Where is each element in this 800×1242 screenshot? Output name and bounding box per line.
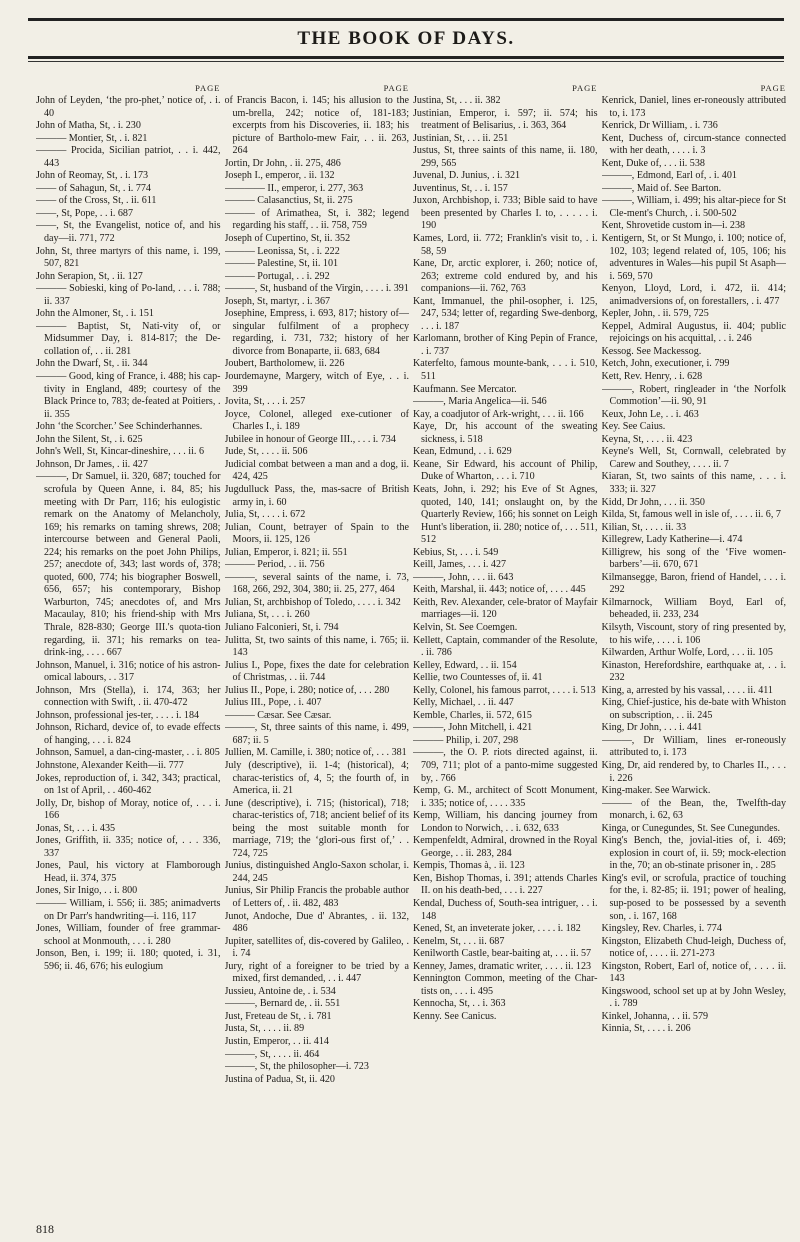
index-entry: Kilmarnock, William Boyd, Earl of, beheaded, ii. 233, 234 — [601, 596, 786, 621]
index-entry: Kaye, Dr, his account of the sweating sickness, i. 518 — [413, 421, 598, 445]
index-entry: Josephine, Empress, i. 693, 817; history of—singular fulfilment of a prophecy regarding, i. 731, 732; history of her divorce from Bonaparte, ii. 683, 684 — [224, 308, 409, 357]
index-entry: Julius III., Pope, . i. 407 — [224, 697, 322, 709]
index-entry: Junius, Sir Philip Francis the probable author of Letters of, . ii. 482, 483 — [224, 885, 409, 909]
index-entry: ———, St, . . . . ii. 464 — [224, 1048, 320, 1060]
index-entry: Kent, Duchess of, circum-stance connected with her death, . . . . i. 3 — [601, 132, 786, 157]
index-entry: Jugdulluck Pass, the, mas-sacre of British army in, i. 60 — [224, 483, 409, 508]
index-column-3 — [413, 82, 598, 1212]
index-entry: Juvenal, D. Junius, . i. 321 — [413, 170, 521, 182]
index-entry: Joseph I., emperor, . ii. 132 — [224, 170, 335, 182]
index-entry: ——— Palestine, St, ii. 101 — [224, 258, 339, 270]
index-entry: ——— Cæsar. See Cæsar. — [224, 709, 332, 721]
index-entry: Keppel, Admiral Augustus, ii. 404; public rejoicings on his acquittal, . . i. 246 — [601, 320, 786, 345]
index-entry: ———— II., emperor, i. 277, 363 — [224, 182, 364, 194]
index-entry: Kellie, two Countesses of, ii. 41 — [413, 672, 543, 684]
index-entry: ——, St, the Evangelist, notice of, and his day—ii. 771, 772 — [36, 220, 221, 245]
index-entry: Kent, Duke of, . . . ii. 538 — [601, 157, 705, 169]
index-entry: Justin, Emperor, . . ii. 414 — [224, 1036, 329, 1048]
index-entry: Jones, William, founder of free grammar-school at Monmouth, . . . i. 280 — [36, 923, 221, 947]
index-entry: Kingston, Elizabeth Chud-leigh, Duchess of, notice of, . . . . ii. 271-273 — [601, 935, 786, 960]
index-entry: Justina, St, . . . ii. 382 — [413, 95, 501, 106]
index-entry: Kinga, or Cunegundes, St. See Cunegundes. — [601, 822, 781, 834]
index-entry: Kenrick, Daniel, lines er-roneously attributed to, i. 173 — [601, 95, 786, 119]
index-entry: Kelley, Edward, . . ii. 154 — [413, 659, 517, 671]
index-entry: Kinnia, St, . . . . i. 206 — [601, 1023, 691, 1035]
column-page-label: PAGE — [383, 83, 409, 93]
index-entry: Jortin, Dr John, . ii. 275, 486 — [224, 157, 341, 169]
index-entry: Kilian, St, . . . . ii. 33 — [601, 521, 687, 533]
index-entry: ———, Edmond, Earl of, . i. 401 — [601, 170, 737, 182]
index-entry: ———, St, husband of the Virgin, . . . . i. 391 — [224, 283, 409, 295]
index-entry: Kelly, Colonel, his famous parrot, . . . . i. 513 — [413, 684, 596, 696]
index-entry: July (descriptive), ii. 1-4; (historical), 4; charac-teristics of, 4, 5; the fourth of, in America, ii. 21 — [224, 759, 409, 797]
index-entry: Kelly, Michael, . . ii. 447 — [413, 697, 514, 709]
index-entry: Killigrew, his song of the ‘Five women-barbers’—ii. 670, 671 — [601, 546, 786, 571]
index-entry: Kemp, William, his dancing journey from London to Norwich, . . i. 632, 633 — [413, 810, 598, 834]
index-entry: Julian, Emperor, i. 821; ii. 551 — [224, 546, 348, 558]
index-entry: Kempis, Thomas à, . ii. 123 — [413, 860, 525, 872]
index-entry: ——— Calasanctius, St, ii. 275 — [224, 195, 353, 207]
index-entry: Kessog. See Mackessog. — [601, 345, 702, 357]
index-entry: Juventinus, St, . . i. 157 — [413, 182, 508, 194]
index-entry: Judicial combat between a man and a dog, ii. 424, 425 — [224, 458, 409, 483]
index-entry: Ken, Bishop Thomas, i. 391; attends Charles II. on his death-bed, . . . i. 227 — [413, 872, 598, 897]
index-entry: Kepler, John, . ii. 579, 725 — [601, 308, 709, 320]
index-entry: Kaufmann. See Mercator. — [413, 383, 517, 395]
index-entry: King-maker. See Warwick. — [601, 785, 711, 797]
index-entry: Keith, Marshal, ii. 443; notice of, . . . . 445 — [413, 584, 586, 596]
index-entry: of Francis Bacon, i. 145; his allusion to the um-brella, 242; notice of, 181-183; excerpts from his Discoveries, ii. 183; his picture of Bartholo-mew Fair, . . ii. 263, 264 — [224, 95, 409, 157]
index-entry: John's Well, St, Kincar-dineshire, . . . ii. 6 — [36, 446, 204, 458]
index-entry: Jubilee in honour of George III., . . . i. 734 — [224, 433, 396, 445]
index-entry: Kinaston, Herefordshire, earthquake at, . . i. 232 — [601, 659, 786, 684]
index-column-2 — [225, 82, 410, 1212]
index-entry: Ketch, John, executioner, i. 799 — [601, 358, 730, 370]
index-entry: Kenyon, Lloyd, Lord, i. 472, ii. 414; animadversions of, on forestallers, . i. 477 — [601, 283, 786, 307]
index-entry: Johnson, Mrs (Stella), i. 174, 363; her connection with Swift, . ii. 470-472 — [36, 684, 221, 709]
index-entry: Kelvin, St. See Coemgen. — [413, 621, 518, 633]
index-entry: Kellett, Captain, commander of the Resolute, . ii. 786 — [413, 634, 598, 659]
index-entry: John Serapion, St, . ii. 127 — [36, 270, 143, 282]
index-entry: Justus, St, three saints of this name, ii. 180, 299, 565 — [413, 145, 598, 169]
book-title: THE BOOK OF DAYS. — [297, 28, 515, 49]
index-entry: Kenrick, Dr William, . i. 736 — [601, 120, 718, 132]
index-entry: Just, Freteau de St, . i. 781 — [224, 1010, 332, 1022]
index-entry: Julius II., Pope, i. 280; notice of, . . . 280 — [224, 684, 390, 696]
column-page-label: PAGE — [760, 83, 786, 93]
index-entry: ———, William, i. 499; his altar-piece for St Cle-ment's Church, . i. 500-502 — [601, 195, 786, 219]
index-entry: Jonas, St, . . . i. 435 — [36, 822, 116, 834]
index-entry: Kant, Immanuel, the phil-osopher, i. 125, 247, 534; letter of, regarding Swe-denborg, . . . i. 187 — [413, 295, 598, 332]
index-entry: Justinian, St, . . . ii. 251 — [413, 132, 509, 144]
index-entry: Kinkel, Johanna, . . ii. 579 — [601, 1010, 709, 1022]
index-entry: Kebius, St, . . . i. 549 — [413, 546, 499, 558]
index-entry: Key. See Caius. — [601, 421, 666, 433]
index-entry: ——— Good, king of France, i. 488; his cap-tivity in England, 489; courtesy of the Black Prince to, 783; de-feated at Poitiers, . ii. 355 — [36, 371, 221, 420]
index-entry: Kilda, St, famous well in isle of, . . . . ii. 6, 7 — [601, 509, 781, 521]
index-entry: Kennocha, St, . . i. 363 — [413, 998, 506, 1010]
index-entry: Jury, right of a foreigner to be tried by a mixed, first demanded, . . i. 447 — [224, 960, 409, 985]
index-entry: Jones, Sir Inigo, . . i. 800 — [36, 885, 138, 897]
index-entry: ———, several saints of the name, i. 73, 168, 266, 292, 304, 380; ii. 25, 277, 464 — [224, 571, 409, 596]
index-entry: Kenney, James, dramatic writer, . . . . ii. 123 — [413, 960, 592, 972]
index-entry: ———, Maria Angelica—ii. 546 — [413, 396, 547, 408]
index-entry: Kiaran, St, two saints of this name, . . . i. 333; ii. 327 — [601, 471, 786, 495]
index-entry: Joseph, St, martyr, . i. 367 — [224, 295, 331, 307]
index-entry: Kett, Rev. Henry, . i. 628 — [601, 371, 703, 383]
index-entry: Jones, Griffith, ii. 335; notice of, . . . 336, 337 — [36, 835, 221, 859]
index-entry: ———, Dr William, lines er-roneously attributed to, i. 173 — [601, 734, 786, 759]
index-entry: ———, the O. P. riots directed against, ii. 709, 711; plot of a panto-mime suggested by, . 766 — [413, 747, 598, 784]
index-entry: Johnson, Dr James, . ii. 427 — [36, 458, 148, 470]
index-entry: Kilwarden, Arthur Wolfe, Lord, . . . ii. 105 — [601, 647, 773, 659]
index-entry: Jovita, St, . . . i. 257 — [224, 396, 306, 408]
index-entry: Kentigern, St, or St Mungo, i. 100; notice of, 102, 103; legend related of, 105, 106; his adventures in Wales—his pupil St Asaph—i. 569, 570 — [601, 233, 786, 282]
index-entry: John, St, three martyrs of this name, i. 199, 507, 821 — [36, 245, 221, 270]
page-header — [28, 18, 784, 62]
index-entry: ———, St, the philosopher—i. 723 — [224, 1061, 369, 1073]
index-entry: Julian, St, archbishop of Toledo, . . . . i. 342 — [224, 596, 401, 608]
index-entry: Johnson, professional jes-ter, . . . . i. 184 — [36, 709, 200, 721]
index-entry: ———, Maid of. See Barton. — [601, 182, 722, 194]
index-entry: Kenny. See Canicus. — [413, 1010, 497, 1022]
index-entry: John of Leyden, ‘the pro-phet,’ notice of, . i. 40 — [36, 95, 221, 119]
index-entry: Kames, Lord, ii. 772; Franklin's visit to, . i. 58, 59 — [413, 233, 598, 257]
index-entry: John of Reomay, St, . i. 173 — [36, 170, 149, 182]
index-entry: John the Silent, St, . i. 625 — [36, 433, 143, 445]
index-entry: Jones, Paul, his victory at Flamborough Head, ii. 374, 375 — [36, 860, 221, 884]
index-entry: King, Dr John, . . . i. 441 — [601, 722, 703, 734]
index-entry: ——— Leonissa, St, . i. 222 — [224, 245, 340, 257]
index-entry: Jude, St, . . . . ii. 506 — [224, 446, 308, 458]
index-entry: Julius I., Pope, fixes the date for celebration of Christmas, . . ii. 744 — [224, 659, 409, 684]
index-entry: Johnstone, Alexander Keith—ii. 777 — [36, 759, 184, 771]
index-entry: Katerfelto, famous mounte-bank, . . . i. 510, 511 — [413, 358, 598, 383]
index-entry: John of Matha, St, . i. 230 — [36, 120, 141, 132]
index-entry: ———, St, three saints of this name, i. 499, 687; ii. 5 — [224, 722, 409, 746]
index-entry: Keane, Sir Edward, his account of Philip, Duke of Wharton, . . . i. 710 — [413, 458, 598, 483]
index-entry: Johnson, Richard, device of, to evade effects of hanging, . . . i. 824 — [36, 722, 221, 746]
index-entry: Karlomann, brother of King Pepin of France, . i. 737 — [413, 333, 598, 357]
index-entry: John the Almoner, St, . i. 151 — [36, 308, 154, 320]
index-entry: Kilsyth, Viscount, story of ring presented by, to his wife, . . . . i. 106 — [601, 621, 786, 646]
index-entry: Kent, Shrovetide custom in—i. 238 — [601, 220, 746, 232]
index-entry: Kennington Common, meeting of the Char-tists on, . . . i. 495 — [413, 973, 598, 997]
page-number: 818 — [36, 1222, 54, 1236]
header-bottom-thin-rule — [28, 61, 784, 62]
index-entry: Junot, Andoche, Due d' Abrantes, . ii. 132, 486 — [224, 910, 409, 935]
index-entry: Justina of Padua, St, ii. 420 — [224, 1073, 335, 1085]
index-entry: Jupiter, satellites of, dis-covered by Galileo, . i. 74 — [224, 935, 409, 960]
index-entry: Joubert, Bartholomew, ii. 226 — [224, 358, 345, 370]
index-entry: Keyne's Well, St, Cornwall, celebrated by Carew and Southey, . . . . ii. 7 — [601, 446, 786, 470]
header-bottom-rule — [28, 56, 784, 59]
index-entry: ——— Baptist, St, Nati-vity of, or Midsummer Day, i. 814-817; the De-collation of, . . ii. 281 — [36, 320, 221, 357]
index-entry: ——— William, i. 556; ii. 385; animadverts on Dr Parr's handwriting—i. 116, 117 — [36, 898, 221, 922]
index-entry: Keats, John, i. 292; his Eve of St Agnes, quoted, 140, 141; onslaught on, by the Quarterly Review, 166; his sonnet on Leigh Hunt's liberation, ii. 280; notice of, . . . 511, 512 — [413, 483, 598, 546]
index-entry: Jonson, Ben, i. 199; ii. 180; quoted, i. 31, 596; ii. 46, 676; his eulogium — [36, 948, 221, 972]
index-entry: ——, St, Pope, . . i. 687 — [36, 207, 134, 219]
index-entry: John ‘the Scorcher.’ See Schinderhannes. — [36, 421, 203, 433]
column-page-label: PAGE — [195, 83, 221, 93]
index-entry: Jokes, reproduction of, i. 342, 343; practical, on 1st of April, . . 460-462 — [36, 772, 221, 797]
index-entry: —— of the Cross, St, . ii. 611 — [36, 195, 157, 207]
index-columns — [36, 82, 786, 1212]
index-entry: ——— of Arimathea, St, i. 382; legend regarding his staff, . . ii. 758, 759 — [224, 207, 409, 232]
index-entry: ——— of the Bean, the, Twelfth-day monarch, i. 62, 63 — [601, 797, 786, 822]
index-entry: Joyce, Colonel, alleged exe-cutioner of Charles I., i. 189 — [224, 408, 409, 433]
index-entry: Joseph of Cupertino, St, ii. 352 — [224, 233, 351, 245]
index-entry: ——— Period, . . ii. 756 — [224, 559, 325, 571]
index-entry: Keill, James, . . . i. 427 — [413, 559, 507, 571]
index-entry: —— of Sahagun, St, . i. 774 — [36, 182, 151, 194]
index-entry: ———, Dr Samuel, ii. 320, 687; touched for scrofula by Queen Anne, i. 84, 85; his meeting with Dr Parr, 116; his eulogistic remark on the Anatomy of Melancholy, 169; his remarks on taming shrews, 208; intercourse between and General Paoli, 224; his remarks on the poet John Philips, 257; anecdote of, 343; last words of, 378; quoted, 600, 774; his biographer Boswell, 656, 657; his contemporary, Bishop Warburton, 745; anecdotes of, and Mrs Macaulay, 810; his friend-ship with Mrs Thrale, 828-830; George III.'s quota-tion regarding, ii. 371; his remarks on tea-drink-ing, . . . . 667 — [36, 471, 221, 659]
index-entry: ——— Procida, Sicilian patriot, . . i. 442, 443 — [36, 145, 221, 169]
index-entry: Julia, St, . . . . i. 672 — [224, 509, 306, 521]
index-entry: King's Bench, the, jovial-ities of, i. 469; explosion in court of, ii. 59; mock-election in the, 70; an ob-stinate prisoner in, . 285 — [601, 835, 786, 872]
index-entry: Kay, a coadjutor of Ark-wright, . . . ii. 166 — [413, 408, 584, 420]
index-entry: Kendal, Duchess of, South-sea intriguer, . . i. 148 — [413, 898, 598, 922]
index-entry: ——— Philip, i. 207, 298 — [413, 734, 519, 746]
index-entry: Keyna, St, . . . . ii. 423 — [601, 433, 693, 445]
index-entry: King, Chief-justice, his de-bate with Whiston on subscription, . . ii. 245 — [601, 697, 786, 721]
index-entry: Julian, Count, betrayer of Spain to the Moors, ii. 125, 126 — [224, 521, 409, 546]
index-entry: Julitta, St, two saints of this name, i. 765; ii. 143 — [224, 634, 409, 659]
index-entry: Kidd, Dr John, . . . ii. 350 — [601, 496, 705, 508]
index-entry: Juliana, St, . . . i. 260 — [224, 609, 310, 621]
index-entry: Kingston, Robert, Earl of, notice of, . . . . ii. 143 — [601, 960, 786, 985]
index-entry: Kenelm, St, . . . ii. 687 — [413, 935, 505, 947]
index-entry: Johnson, Samuel, a dan-cing-master, . . i. 805 — [36, 747, 220, 759]
index-entry: Jolly, Dr, bishop of Moray, notice of, . . . i. 166 — [36, 797, 221, 822]
index-column-4 — [602, 82, 787, 1212]
index-entry: ——— Portugal, . . i. 292 — [224, 270, 330, 282]
index-entry: Kened, St, an inveterate joker, . . . . i. 182 — [413, 923, 581, 935]
index-entry: King's evil, or scrofula, practice of touching for the, i. 82-85; ii. 191; power of healing, sup-posed to be possessed by a seventh son, . i. 167, 168 — [601, 872, 786, 922]
index-entry: Kemble, Charles, ii. 572, 615 — [413, 709, 532, 721]
index-entry: Killegrew, Lady Katherine—i. 474 — [601, 534, 743, 546]
index-entry: ———, John, . . . ii. 643 — [413, 571, 514, 583]
index-entry: King, a, arrested by his vassal, . . . . ii. 411 — [601, 684, 773, 696]
index-entry: ——— Sobieski, king of Po-land, . . . i. 788; ii. 337 — [36, 283, 221, 307]
index-entry: King, Dr, aid rendered by, to Charles II., . . . i. 226 — [601, 759, 786, 784]
index-entry: Kingsley, Rev. Charles, i. 774 — [601, 923, 722, 935]
index-entry: Justa, St, . . . . ii. 89 — [224, 1023, 305, 1035]
index-entry: Kilmansegge, Baron, friend of Handel, . . . i. 292 — [601, 571, 786, 596]
index-entry: ——— Montier, St, . i. 821 — [36, 132, 148, 144]
index-entry: Juxon, Archbishop, i. 733; Bible said to have been presented by Charles I. to, . . . . . i. 190 — [413, 195, 598, 232]
index-entry: ———, John Mitchell, i. 421 — [413, 722, 533, 734]
index-entry: Junius, distinguished Anglo-Saxon scholar, i. 244, 245 — [224, 860, 409, 884]
index-entry: Kenilworth Castle, bear-baiting at, . . . ii. 57 — [413, 948, 592, 960]
index-column-1 — [36, 82, 221, 1212]
index-entry: ———, Robert, ringleader in ‘the Norfolk Commotion’—ii. 90, 91 — [601, 383, 786, 408]
index-entry: June (descriptive), i. 715; (historical), 718; charac-teristics of, 718; ancient belief of its being the most suitable month for marriage, 719; the ‘glori-ous first of,’ . . 724, 725 — [224, 797, 409, 859]
index-entry: Juliano Falconieri, St, i. 794 — [224, 621, 339, 633]
index-entry: Kane, Dr, arctic explorer, i. 260; notice of, 263; extreme cold endured by, and his companions—ii. 762, 763 — [413, 258, 598, 295]
index-entry: Johnson, Manuel, i. 316; notice of his astron-omical labours, . . 317 — [36, 659, 221, 684]
index-entry: John the Dwarf, St, . ii. 344 — [36, 358, 148, 370]
index-entry: Kemp, G. M., architect of Scott Monument, i. 335; notice of, . . . . 335 — [413, 785, 598, 809]
index-entry: Jullien, M. Camille, i. 380; notice of, . . . 381 — [224, 747, 407, 759]
index-entry: Kingswood, school set up at by John Wesley, . i. 789 — [601, 985, 786, 1010]
index-entry: ———, Bernard de, . ii. 551 — [224, 998, 341, 1010]
index-entry: Keith, Rev. Alexander, cele-brator of Mayfair marriages—ii. 120 — [413, 596, 598, 621]
index-entry: Jussieu, Antoine de, . i. 534 — [224, 985, 336, 997]
index-entry: Justinian, Emperor, i. 597; ii. 574; his treatment of Belisarius, . i. 363, 364 — [413, 107, 598, 132]
index-entry: Kean, Edmund, . . i. 629 — [413, 446, 512, 458]
index-entry: Keux, John Le, . . i. 463 — [601, 408, 699, 420]
index-entry: Kempenfeldt, Admiral, drowned in the Royal George, . . ii. 283, 284 — [413, 835, 598, 859]
column-page-label: PAGE — [572, 83, 598, 93]
index-entry: Jourdemayne, Margery, witch of Eye, . . i. 399 — [224, 371, 409, 395]
